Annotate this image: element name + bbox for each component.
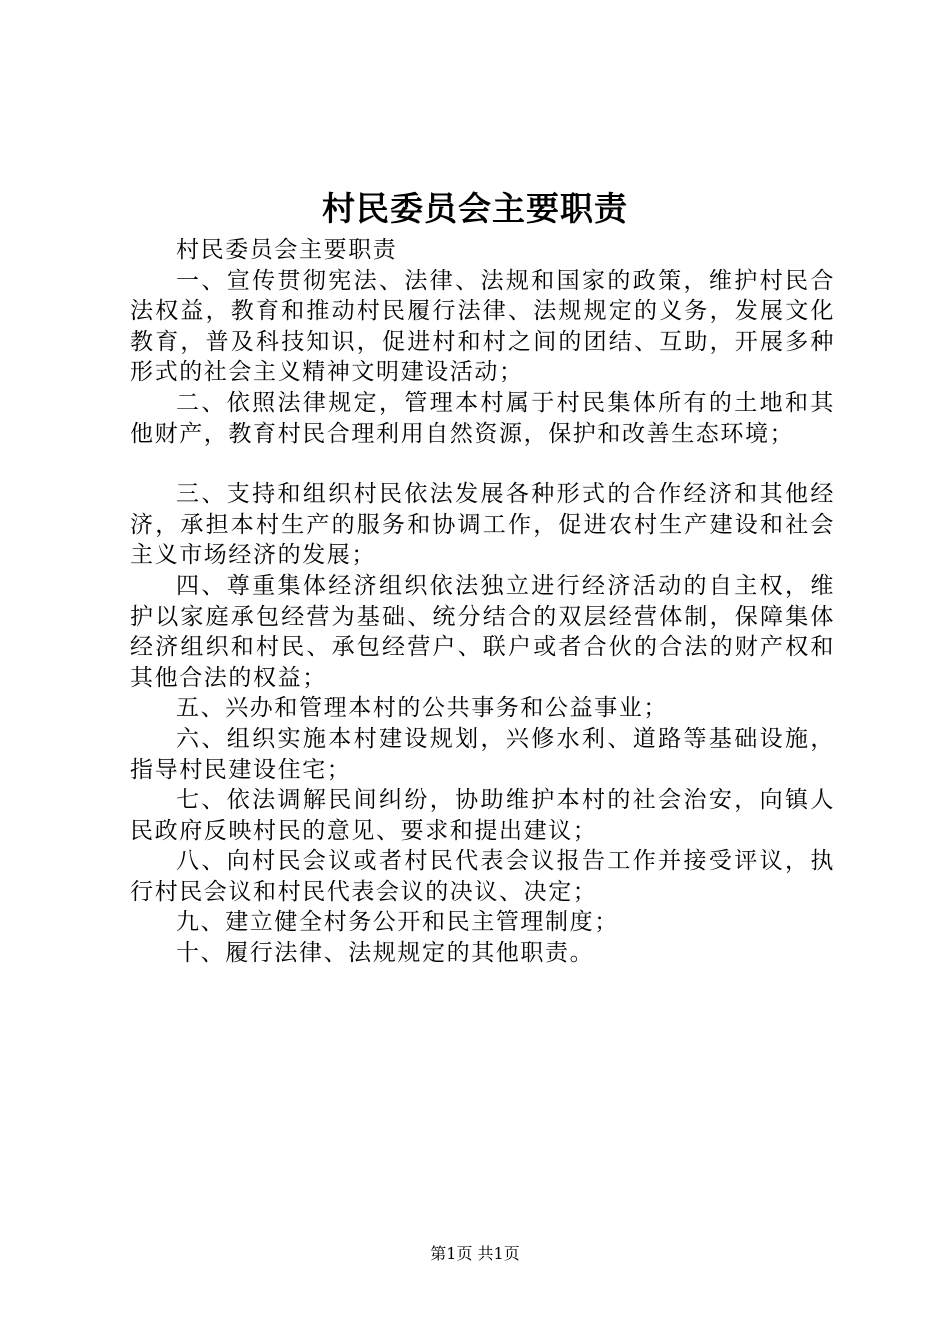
paragraph-3: 三、支持和组织村民依法发展各种形式的合作经济和其他经济，承担本村生产的服务和协调工作，促进农村生产建设和社会主义市场经济的发展； (130, 481, 835, 569)
paragraph-4: 四、尊重集体经济组织依法独立进行经济活动的自主权，维护以家庭承包经营为基础、统分结合的双层经营体制，保障集体经济组织和村民、承包经营户、联户或者合伙的合法的财产权和其他合法的权益； (130, 572, 835, 691)
paragraph-2: 二、依照法律规定，管理本村属于村民集体所有的土地和其他财产，教育村民合理利用自然资源，保护和改善生态环境； (130, 389, 835, 447)
paragraph-6: 六、组织实施本村建设规划，兴修水利、道路等基础设施，指导村民建设住宅； (130, 725, 835, 783)
document-subtitle: 村民委员会主要职责 (176, 237, 398, 263)
page-number-footer: 第1页 共1页 (430, 1244, 520, 1263)
document-title: 村民委员会主要职责 (322, 189, 628, 228)
paragraph-8: 八、向村民会议或者村民代表会议报告工作并接受评议，执行村民会议和村民代表会议的决议、决定； (130, 848, 835, 905)
paragraph-5: 五、兴办和管理本村的公共事务和公益事业； (176, 695, 668, 722)
document-body (130, 235, 835, 969)
paragraph-9: 九、建立健全村务公开和民主管理制度； (176, 909, 619, 936)
paragraph-1: 一、宣传贯彻宪法、法律、法规和国家的政策，维护村民合法权益，教育和推动村民履行法律、法规规定的义务，发展文化教育，普及科技知识，促进村和村之间的团结、互助，开展多种形式的社会主义精神文明建设活动； (130, 267, 835, 386)
paragraph-10: 十、履行法律、法规规定的其他职责。 (176, 940, 595, 967)
paragraph-7: 七、依法调解民间纠纷，协助维护本村的社会治安，向镇人民政府反映村民的意见、要求和提出建议； (130, 787, 835, 844)
